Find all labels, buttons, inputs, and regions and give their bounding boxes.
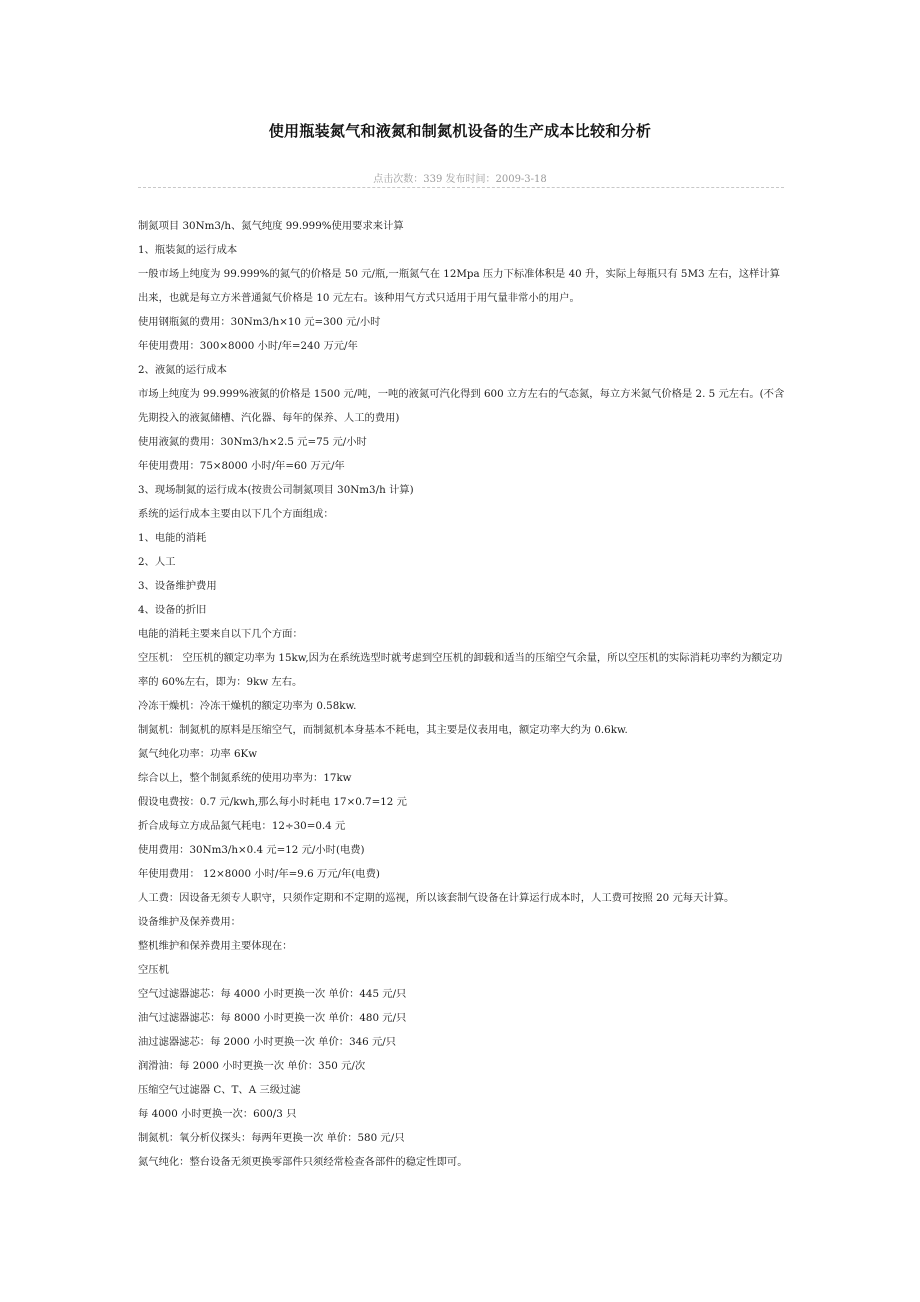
paragraph: 折合成每立方成品氮气耗电：12÷30=0.4 元 xyxy=(138,820,346,832)
section-heading: 1、瓶装氮的运行成本 xyxy=(138,244,238,256)
list-item: 4、设备的折旧 xyxy=(138,604,207,616)
paragraph: 油气过滤器滤芯：每 8000 小时更换一次 单价：480 元/只 xyxy=(138,1012,407,1024)
paragraph: 市场上纯度为 99.999%液氮的价格是 1500 元/吨，一吨的液氮可汽化得到 600 立方左右的气态氮，每立方米氮气价格是 2. 5 元左右。(不含先期投入的液氮储槽、汽化器、每年的保养、人工的费用) xyxy=(138,388,785,424)
paragraph: 空压机 xyxy=(138,964,169,976)
section-heading: 2、液氮的运行成本 xyxy=(138,364,227,376)
paragraph: 年使用费用：300×8000 小时/年=240 万元/年 xyxy=(138,340,358,352)
section-heading: 3、现场制氮的运行成本(按贵公司制氮项目 30Nm3/h 计算) xyxy=(138,484,414,496)
paragraph: 制氮项目 30Nm3/h、氮气纯度 99.999%使用要求来计算 xyxy=(138,220,404,232)
list-item: 2、人工 xyxy=(138,556,176,568)
paragraph: 制氮机：制氮机的原料是压缩空气，而制氮机本身基本不耗电，其主要是仪表用电，额定功率大约为 0.6kw. xyxy=(138,724,628,736)
paragraph: 每 4000 小时更换一次：600/3 只 xyxy=(138,1108,297,1120)
paragraph: 氮气纯化功率：功率 6Kw xyxy=(138,748,258,760)
paragraph: 假设电费按：0.7 元/kwh,那么每小时耗电 17×0.7=12 元 xyxy=(138,796,407,808)
paragraph: 空压机： 空压机的额定功率为 15kw,因为在系统选型时就考虑到空压机的卸载和适当的压缩空气余量，所以空压机的实际消耗功率约为额定功率的 60%左右，即为：9kw 左右。 xyxy=(138,652,783,688)
paragraph: 一般市场上纯度为 99.999%的氮气的价格是 50 元/瓶,一瓶氮气在 12Mpa 压力下标准体积是 40 升，实际上每瓶只有 5M3 左右，这样计算出来，也就是每立方米普通氮气价格是 10 元左右。该种用气方式只适用于用气量非常小的用户。 xyxy=(138,268,780,304)
paragraph: 年使用费用：75×8000 小时/年=60 万元/年 xyxy=(138,460,345,472)
article-title: 使用瓶装氮气和液氮和制氮机设备的生产成本比较和分析 xyxy=(268,122,652,140)
paragraph: 整机维护和保养费用主要体现在： xyxy=(138,940,293,952)
paragraph: 空气过滤器滤芯：每 4000 小时更换一次 单价：445 元/只 xyxy=(138,988,407,1000)
list-item: 1、电能的消耗 xyxy=(138,532,207,544)
paragraph: 油过滤器滤芯：每 2000 小时更换一次 单价：346 元/只 xyxy=(138,1036,397,1048)
paragraph: 系统的运行成本主要由以下几个方面组成： xyxy=(138,508,334,520)
list-item: 3、设备维护费用 xyxy=(138,580,217,592)
paragraph: 电能的消耗主要来自以下几个方面： xyxy=(138,628,303,640)
paragraph: 使用费用：30Nm3/h×0.4 元=12 元/小时(电费) xyxy=(138,844,365,856)
paragraph: 润滑油：每 2000 小时更换一次 单价：350 元/次 xyxy=(138,1060,366,1072)
paragraph: 使用钢瓶氮的费用：30Nm3/h×10 元=300 元/小时 xyxy=(138,316,381,328)
article-meta: 点击次数：339 发布时间：2009-3-18 xyxy=(373,174,547,185)
paragraph: 氮气纯化：整台设备无须更换零部件只须经常检查各部件的稳定性即可。 xyxy=(138,1156,468,1168)
paragraph: 人工费：因设备无须专人职守，只须作定期和不定期的巡视，所以该套制气设备在计算运行成本时，人工费可按照 20 元每天计算。 xyxy=(138,892,735,904)
paragraph: 使用液氮的费用：30Nm3/h×2.5 元=75 元/小时 xyxy=(138,436,367,448)
paragraph: 综合以上，整个制氮系统的使用功率为：17kw xyxy=(138,772,352,784)
divider xyxy=(138,187,784,188)
paragraph: 冷冻干燥机：冷冻干燥机的额定功率为 0.58kw. xyxy=(138,700,357,712)
paragraph: 压缩空气过滤器 C、T、A 三级过滤 xyxy=(138,1084,301,1096)
paragraph: 设备维护及保养费用： xyxy=(138,916,241,928)
paragraph: 制氮机：氧分析仪探头：每两年更换一次 单价：580 元/只 xyxy=(138,1132,405,1144)
paragraph: 年使用费用： 12×8000 小时/年=9.6 万元/年(电费) xyxy=(138,868,380,880)
article-body xyxy=(138,214,786,1174)
